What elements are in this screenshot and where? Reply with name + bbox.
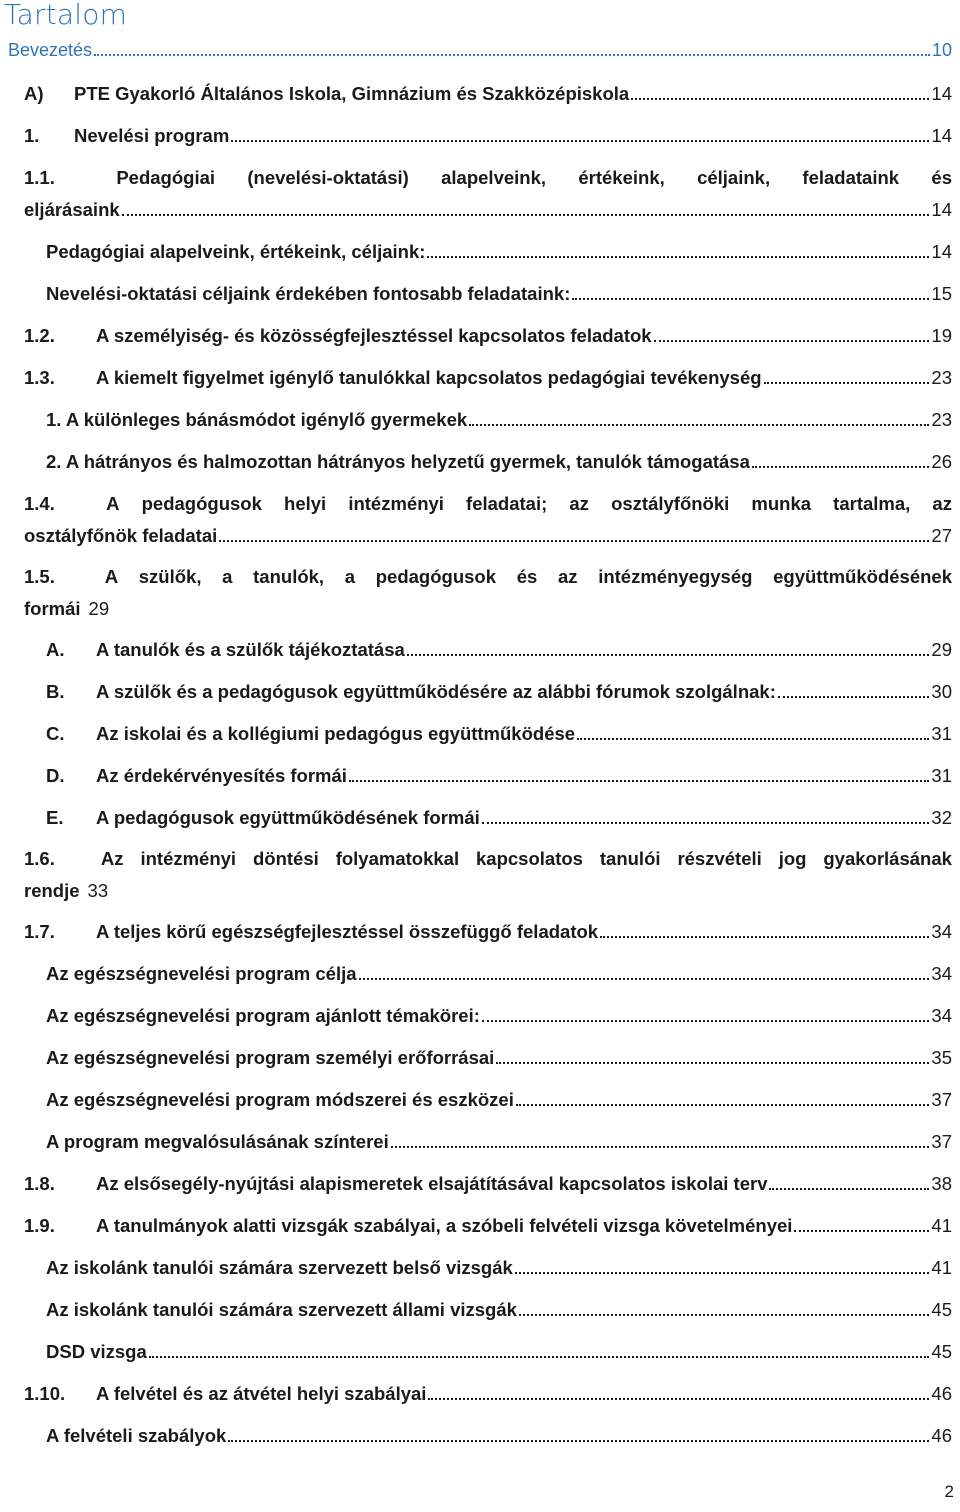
toc-entry-page: 10 [931,40,952,60]
toc-entry[interactable] [46,236,952,268]
toc-entry[interactable] [46,1294,952,1326]
toc-entry-text: Az iskolánk tanulói számára szervezett állami vizsgák [46,1299,517,1320]
dot-leader [764,382,930,384]
dot-leader [228,1440,929,1442]
toc-word: feladataink [802,167,900,188]
toc-entry-text: PTE Gyakorló Általános Iskola, Gimnázium és Szakközépiskola [74,83,630,104]
dot-leader [391,1146,930,1148]
toc-word: osztályfőnöki [611,493,730,514]
toc-entry-page: 29 [931,639,952,660]
toc-entry-text: A szülők és a pedagógusok együttműködésére az alábbi fórumok szolgálnak: [96,681,776,702]
toc-word: a [222,566,233,587]
toc-entry-line1 [24,843,952,875]
toc-entry-number: A. [46,639,65,660]
toc-word: az [557,566,578,587]
toc-entry-page: 32 [931,807,952,828]
toc-word: az [932,493,952,514]
toc-word: pedagógusok [375,566,496,587]
dot-leader [219,540,929,542]
dot-leader [654,340,930,342]
toc-word: és [931,167,952,188]
toc-entry-page: 46 [931,1425,952,1446]
toc-entry-page: 38 [931,1173,952,1194]
toc-entry[interactable] [24,561,952,625]
toc-entry-text: Az egészségnevelési program ajánlott témakörei: [46,1005,480,1026]
toc-word: részvételi [677,848,762,869]
toc-word: céljaink, [697,167,771,188]
toc-word: intézményi [348,493,444,514]
toc-word: jog [778,848,807,869]
toc-entry-page: 45 [931,1299,952,1320]
toc-entry-line2 [24,593,952,625]
toc-entry[interactable] [24,843,952,907]
toc-entry-text: Az iskolai és a kollégiumi pedagógus együttműködése [96,723,576,744]
toc-word: (nevelési-oktatási) [247,167,409,188]
toc-entry[interactable] [24,362,952,394]
toc-word: intézményi [140,848,237,869]
toc-entry[interactable] [24,718,952,750]
toc-word: értékeink, [578,167,665,188]
toc-entry[interactable] [46,1336,952,1368]
toc-entry-text: A tanulmányok alatti vizsgák szabályai, a szóbeli felvételi vizsga követelményei [96,1215,793,1236]
toc-entry-text: 2. A hátrányos és halmozottan hátrányos helyzetű gyermek, tanulók támogatása [46,451,750,472]
toc-entry-line2 [24,875,952,907]
toc-entry[interactable] [46,1252,952,1284]
toc-entry-line2 [24,520,952,552]
dot-leader [515,1272,930,1274]
toc-entry-text: Az egészségnevelési program célja [46,963,357,984]
toc-entry-number: 1.4. [24,493,55,514]
toc-entry-text: eljárásaink [24,199,120,220]
toc-entry[interactable] [46,278,952,310]
toc-entry[interactable] [24,760,952,792]
toc-entry-page: 31 [931,723,952,744]
dot-leader [600,936,929,938]
toc-entry-text: Nevelési-oktatási céljaink érdekében fontosabb feladataink: [46,283,571,304]
toc-entry-number: 1.3. [24,367,55,388]
toc-word: folyamatokkal [335,848,460,869]
dot-leader [469,424,929,426]
toc-entry-text: Nevelési program [74,125,230,146]
toc-entry-text: A személyiség- és közösségfejlesztéssel kapcsolatos feladatok [96,325,652,346]
toc-entry-page: 15 [931,283,952,304]
toc-entry-page: 45 [931,1341,952,1362]
toc-entry[interactable] [24,320,952,352]
toc-entry[interactable] [24,634,952,666]
toc-entry-page: 34 [931,963,952,984]
toc-entry-text: Az elsősegély-nyújtási alapismeretek elsajátításával kapcsolatos iskolai terv [96,1173,768,1194]
toc-entry-page: 37 [931,1131,952,1152]
toc-word: munka [751,493,812,514]
toc-word: helyi [284,493,327,514]
toc-entry-page: 19 [931,325,952,346]
dot-leader [752,466,930,468]
toc-word: Pedagógiai [116,167,216,188]
toc-entry[interactable] [46,1084,952,1116]
dot-leader [359,978,930,980]
dot-leader [349,780,930,782]
toc-entry-line1 [24,488,952,520]
toc-entry-text: DSD vizsga [46,1341,147,1362]
toc-entry-text: Az egészségnevelési program módszerei és eszközei [46,1089,514,1110]
toc-word: tartalma, [833,493,911,514]
dot-leader [519,1314,929,1316]
toc-word: intézményegység [598,566,753,587]
toc-entry[interactable] [46,1042,952,1074]
dot-leader [778,696,930,698]
toc-entry-page: 37 [931,1089,952,1110]
dot-leader [231,140,929,142]
dot-leader [149,1356,930,1358]
dot-leader [407,654,930,656]
toc-entry-text: A kiemelt figyelmet igénylő tanulókkal kapcsolatos pedagógiai tevékenység [96,367,762,388]
toc-entry-number: 1.5. [24,566,55,587]
dot-leader [482,822,930,824]
toc-entry-page: 34 [931,921,952,942]
toc-entry-text: A teljes körű egészségfejlesztéssel összefüggő feladatok [96,921,599,942]
toc-entry-number: C. [46,723,65,744]
toc-entry-line2 [24,194,952,226]
toc-entry[interactable] [46,404,952,436]
toc-entry-line1 [24,162,952,194]
toc-entry-number: 1.6. [24,848,55,869]
toc-word: tanulók, [253,566,325,587]
dot-leader [482,1020,930,1022]
toc-word: A [104,566,119,587]
toc-entry[interactable] [46,1000,952,1032]
toc-entry-intro[interactable] [8,40,952,66]
toc-entry-text: A pedagógusok együttműködésének formái [96,807,480,828]
toc-entry[interactable] [24,488,952,552]
dot-leader [577,738,929,740]
dot-leader [794,1230,929,1232]
toc-word: pedagógusok [141,493,262,514]
toc-word: alapelveink, [441,167,547,188]
toc-entry-number: 1.10. [24,1383,66,1404]
toc-entry-text: rendje [24,880,80,901]
toc-entry-page: 30 [931,681,952,702]
toc-entry-page: 41 [931,1257,952,1278]
toc-entry-text: Az egészségnevelési program személyi erőforrásai [46,1047,495,1068]
toc-entry-page: 23 [931,409,952,430]
dot-leader [122,214,930,216]
toc-word: feladatai; [466,493,548,514]
toc-entry-number: B. [46,681,65,702]
dot-leader [769,1188,929,1190]
toc-entry[interactable] [46,1126,952,1158]
toc-entry-page: 33 [87,880,109,901]
toc-entry-page: 23 [931,367,952,388]
toc-entry-page: 29 [88,598,110,619]
toc-entry-text: A program megvalósulásának színterei [46,1131,389,1152]
dot-leader [516,1104,930,1106]
toc-entry-page: 35 [931,1047,952,1068]
toc-entry-page: 14 [931,199,952,220]
dot-leader [428,1398,929,1400]
toc-entry-number: A) [24,83,44,104]
toc-entry-page: 31 [931,765,952,786]
toc-entry-text: A tanulók és a szülők tájékoztatása [96,639,405,660]
toc-entry-text: Az iskolánk tanulói számára szervezett belső vizsgák [46,1257,513,1278]
toc-entry[interactable] [24,78,952,110]
toc-entry[interactable] [46,1420,952,1452]
toc-entry[interactable] [24,802,952,834]
toc-entry-page: 26 [931,451,952,472]
toc-entry-page: 14 [931,125,952,146]
toc-entry-number: D. [46,765,65,786]
toc-entry-text: A felvétel és az átvétel helyi szabályai [96,1383,427,1404]
toc-entry-line1 [24,561,952,593]
toc-entry-text: osztályfőnök feladatai [24,525,218,546]
toc-word: gyakorlásának [823,848,952,869]
toc-word: és [516,566,538,587]
toc-word: A [106,493,120,514]
toc-entry[interactable] [24,1378,952,1410]
toc-entry[interactable] [24,1210,952,1242]
toc-entry[interactable] [24,916,952,948]
toc-word: az [569,493,589,514]
toc-entry[interactable] [46,958,952,990]
dot-leader [427,256,929,258]
toc-entry-page: 34 [931,1005,952,1026]
toc-word: kapcsolatos [476,848,583,869]
toc-entry-number: 1.2. [24,325,55,346]
page-number: 2 [944,1482,954,1501]
toc-word: tanulói [599,848,661,869]
toc-entry-text: formái [24,598,81,619]
toc-entry-number: 1.8. [24,1173,55,1194]
toc-word: Az [100,848,124,869]
toc-entry[interactable] [46,446,952,478]
toc-entry-text: 1. A különleges bánásmódot igénylő gyermekek [46,409,468,430]
toc-entry[interactable] [24,1168,952,1200]
toc-entry-number: 1.1. [24,167,55,188]
toc-entry-number: 1.7. [24,921,55,942]
dot-leader [94,54,930,56]
toc-entry-page: 41 [931,1215,952,1236]
toc-entry[interactable] [24,120,952,152]
toc-entry-page: 46 [931,1383,952,1404]
toc-word: szülők, [138,566,202,587]
toc-entry-text: Bevezetés [8,40,93,60]
page-title: Tartalom [4,0,128,31]
toc-entry-text: A felvételi szabályok [46,1425,227,1446]
toc-entry[interactable] [24,162,952,226]
toc-entry-number: E. [46,807,64,828]
dot-leader [631,98,929,100]
dot-leader [572,298,929,300]
toc-entry-number: 1.9. [24,1215,55,1236]
toc-entry[interactable] [24,676,952,708]
toc-entry-text: Az érdekérvényesítés formái [96,765,347,786]
toc-word: a [344,566,356,587]
toc-entry-text: Pedagógiai alapelveink, értékeink, céljaink: [46,241,426,262]
toc-entry-page: 14 [931,83,952,104]
toc-entry-number: 1. [24,125,40,146]
dot-leader [496,1062,929,1064]
toc-entry-page: 14 [931,241,952,262]
toc-word: együttműködésének [773,566,952,587]
toc-entry-page: 27 [931,525,952,546]
toc-word: döntési [253,848,319,869]
